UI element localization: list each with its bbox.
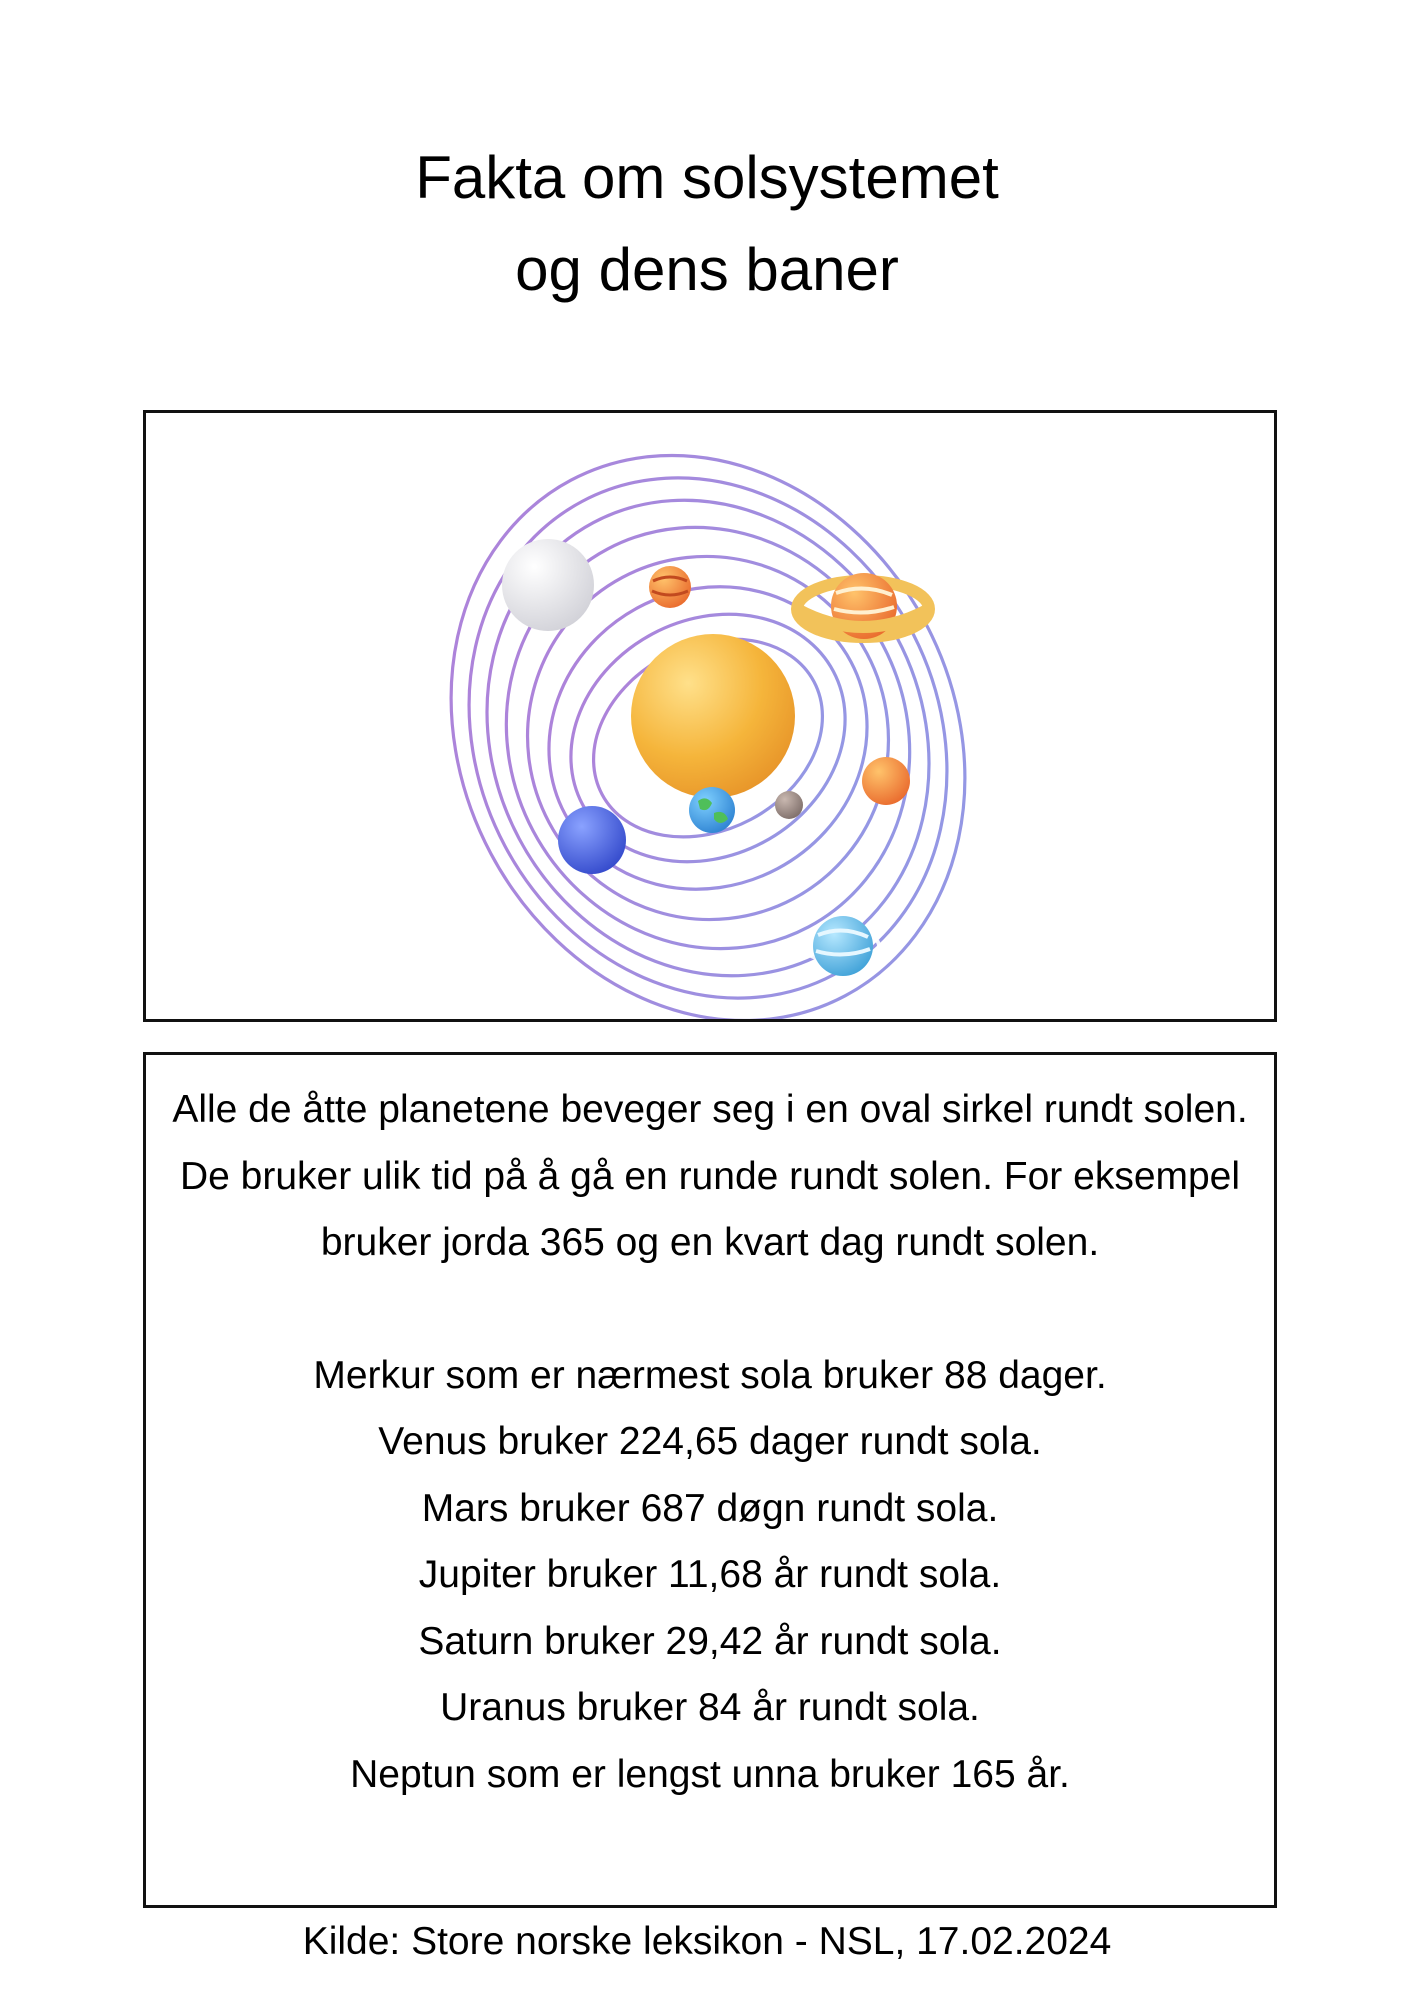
solar-system-illustration <box>146 413 1274 1019</box>
planet-white <box>502 539 594 631</box>
solar-system-illustration-frame <box>143 410 1277 1022</box>
title-line-2: og dens baner <box>515 236 899 303</box>
fact-jupiter: Jupiter bruker 11,68 år rundt sola. <box>418 1553 1002 1596</box>
planet-earth <box>689 787 735 833</box>
paragraph-spacer <box>146 1277 1274 1343</box>
fact-mars: Mars bruker 687 døgn rundt sola. <box>421 1486 999 1530</box>
fact-neptune: Neptun som er lengst unna bruker 165 år. <box>350 1752 1070 1796</box>
page-title <box>0 132 1414 316</box>
sun <box>631 634 795 798</box>
planet-small-orange <box>649 566 691 608</box>
intro-paragraph: Alle de åtte planetene beveger seg i en oval sirkel rundt solen. De bruker ulik tid på å gå en runde rundt solen. For eksempel bruker jorda 365 og en kvart dag rundt solen. <box>172 1088 1248 1264</box>
planet-mercury <box>775 791 803 819</box>
planet-saturn <box>797 573 929 639</box>
planet-blue <box>558 806 626 874</box>
title-line-1: Fakta om solsystemet <box>415 144 999 211</box>
fact-uranus: Uranus bruker 84 år rundt sola. <box>440 1686 980 1729</box>
source-citation: Kilde: Store norske leksikon - NSL, 17.02.2024 <box>302 1920 1112 1963</box>
fact-venus: Venus bruker 224,65 dager rundt sola. <box>378 1420 1042 1463</box>
fact-mercury: Merkur som er nærmest sola bruker 88 dager. <box>313 1353 1107 1397</box>
planet-mars <box>862 757 910 805</box>
facts-box <box>143 1052 1277 1908</box>
fact-saturn: Saturn bruker 29,42 år rundt sola. <box>418 1619 1002 1663</box>
